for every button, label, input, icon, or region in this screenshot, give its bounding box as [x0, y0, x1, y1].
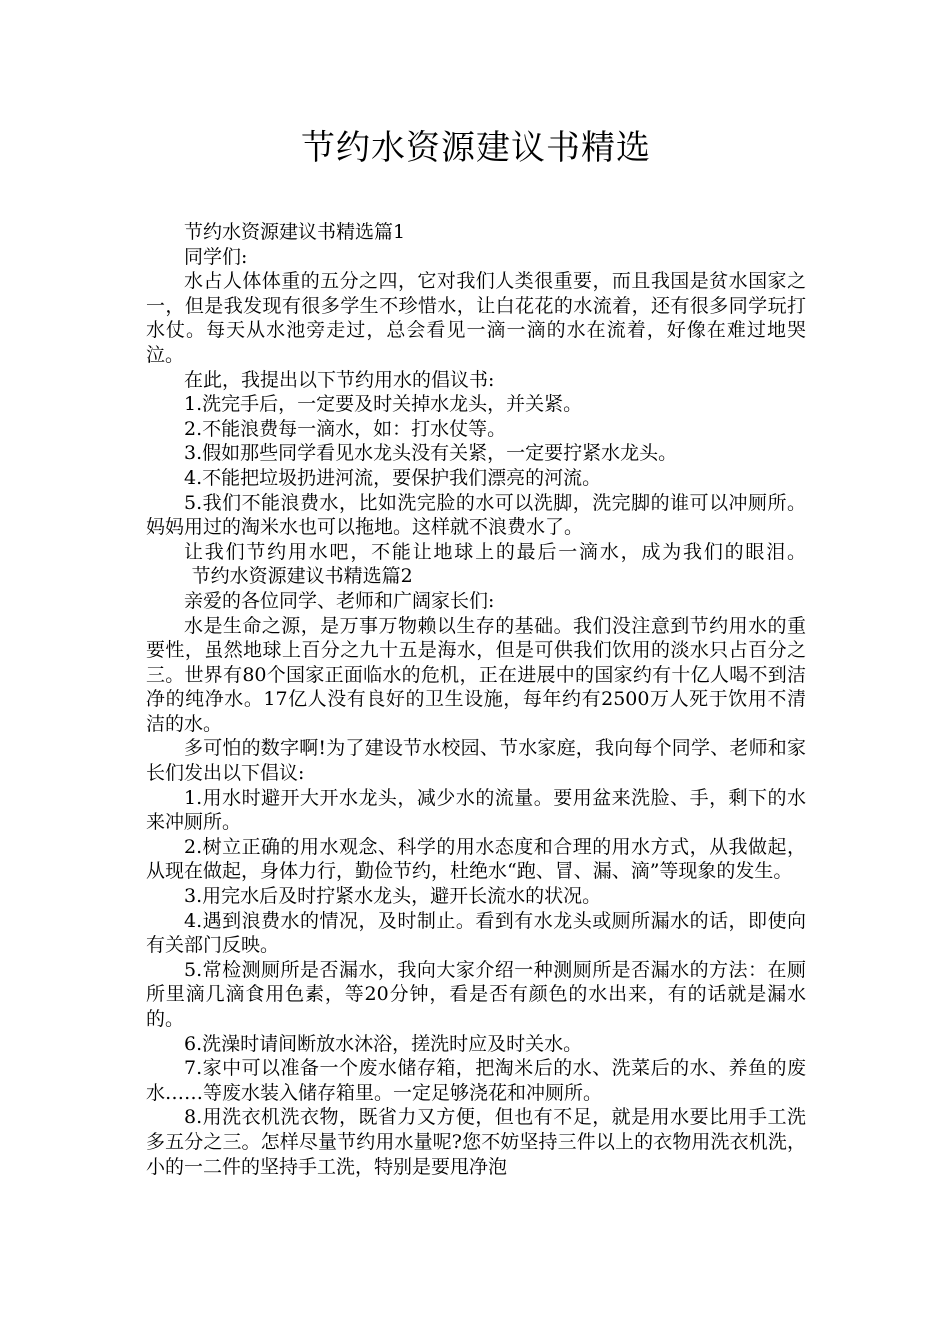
paragraph: 水是生命之源，是万事万物赖以生存的基础。我们没注意到节约用水的重要性，虽然地球上百分之九十五是海水，但是可供我们饮用的淡水只占百分之三。世界有80个国家正面临水的危机，正在进展中的国家约有十亿人喝不到洁净的纯净水。17亿人没有良好的卫生设施，每年约有2500万人死于饮用不清洁的水。 [146, 614, 806, 735]
list-item: 2.不能浪费每一滴水，如：打水仗等。 [184, 417, 507, 440]
list-item: 1.用水时避开大开水龙头，减少水的流量。要用盆来洗脸、手，剩下的水来冲厕所。 [146, 786, 806, 834]
paragraph-text: 让我们节约用水吧，不能让地球上的最后一滴水，成为我们的眼泪。 [184, 540, 806, 563]
list-item: 8.用洗衣机洗衣物，既省力又方便，但也有不足，就是用水要比用手工洗多五分之三。怎样尽量节约用水量呢?您不妨坚持三件以上的衣物用洗衣机洗，小的一二件的坚持手工洗，特别是要甩净泡 [146, 1106, 806, 1178]
document-title: 节约水资源建议书精选 [301, 128, 651, 168]
list-item: 1.洗完手后，一定要及时关掉水龙头，并关紧。 [184, 393, 583, 416]
list-item: 3.假如那些同学看见水龙头没有关紧，一定要拧紧水龙头。 [184, 442, 678, 465]
list-item: 5.常检测厕所是否漏水，我向大家介绍一种测厕所是否漏水的方法：在厕所里滴几滴食用色素，等20分钟，看是否有颜色的水出来，有的话就是漏水的。 [146, 958, 806, 1030]
section-heading-2: 节约水资源建议书精选篇2 [191, 565, 413, 588]
document-body [146, 220, 806, 1179]
list-item: 6.洗澡时请间断放水沐浴，搓洗时应及时关水。 [184, 1032, 583, 1055]
paragraph: 多可怕的数字啊!为了建设节水校园、节水家庭，我向每个同学、老师和家长们发出以下倡议: [146, 737, 806, 785]
paragraph: 水占人体体重的五分之四，它对我们人类很重要，而且我国是贫水国家之一，但是我发现有很多学生不珍惜水，让白花花的水流着，还有很多同学玩打水仗。每天从水池旁走过，总会看见一滴一滴的水在流着，好像在难过地哭泣。 [146, 270, 806, 366]
paragraph: 在此，我提出以下节约用水的倡议书: [184, 368, 495, 391]
paragraph [146, 540, 806, 589]
salutation-2: 亲爱的各位同学、老师和广阔家长们: [184, 589, 495, 612]
list-item: 2.树立正确的用水观念、科学的用水态度和合理的用水方式，从我做起，从现在做起，身体力行，勤俭节约，杜绝水“跑、冒、漏、滴”等现象的发生。 [146, 835, 806, 883]
section-heading-1: 节约水资源建议书精选篇1 [184, 221, 406, 243]
list-item: 4.不能把垃圾扔进河流，要保护我们漂亮的河流。 [184, 466, 602, 489]
list-item: 5.我们不能浪费水，比如洗完脸的水可以洗脚，洗完脚的谁可以冲厕所。妈妈用过的淘米水也可以拖地。这样就不浪费水了。 [146, 491, 806, 539]
list-item: 7.家中可以准备一个废水储存箱，把淘米后的水、洗菜后的水、养鱼的废水……等废水装入储存箱里。一定足够浇花和冲厕所。 [146, 1057, 806, 1104]
list-item: 3.用完水后及时拧紧水龙头，避开长流水的状况。 [184, 885, 602, 908]
salutation-1: 同学们: [184, 245, 248, 268]
document-page [146, 0, 806, 1344]
list-item: 4.遇到浪费水的情况，及时制止。看到有水龙头或厕所漏水的话，即使向有关部门反映。 [146, 909, 806, 957]
